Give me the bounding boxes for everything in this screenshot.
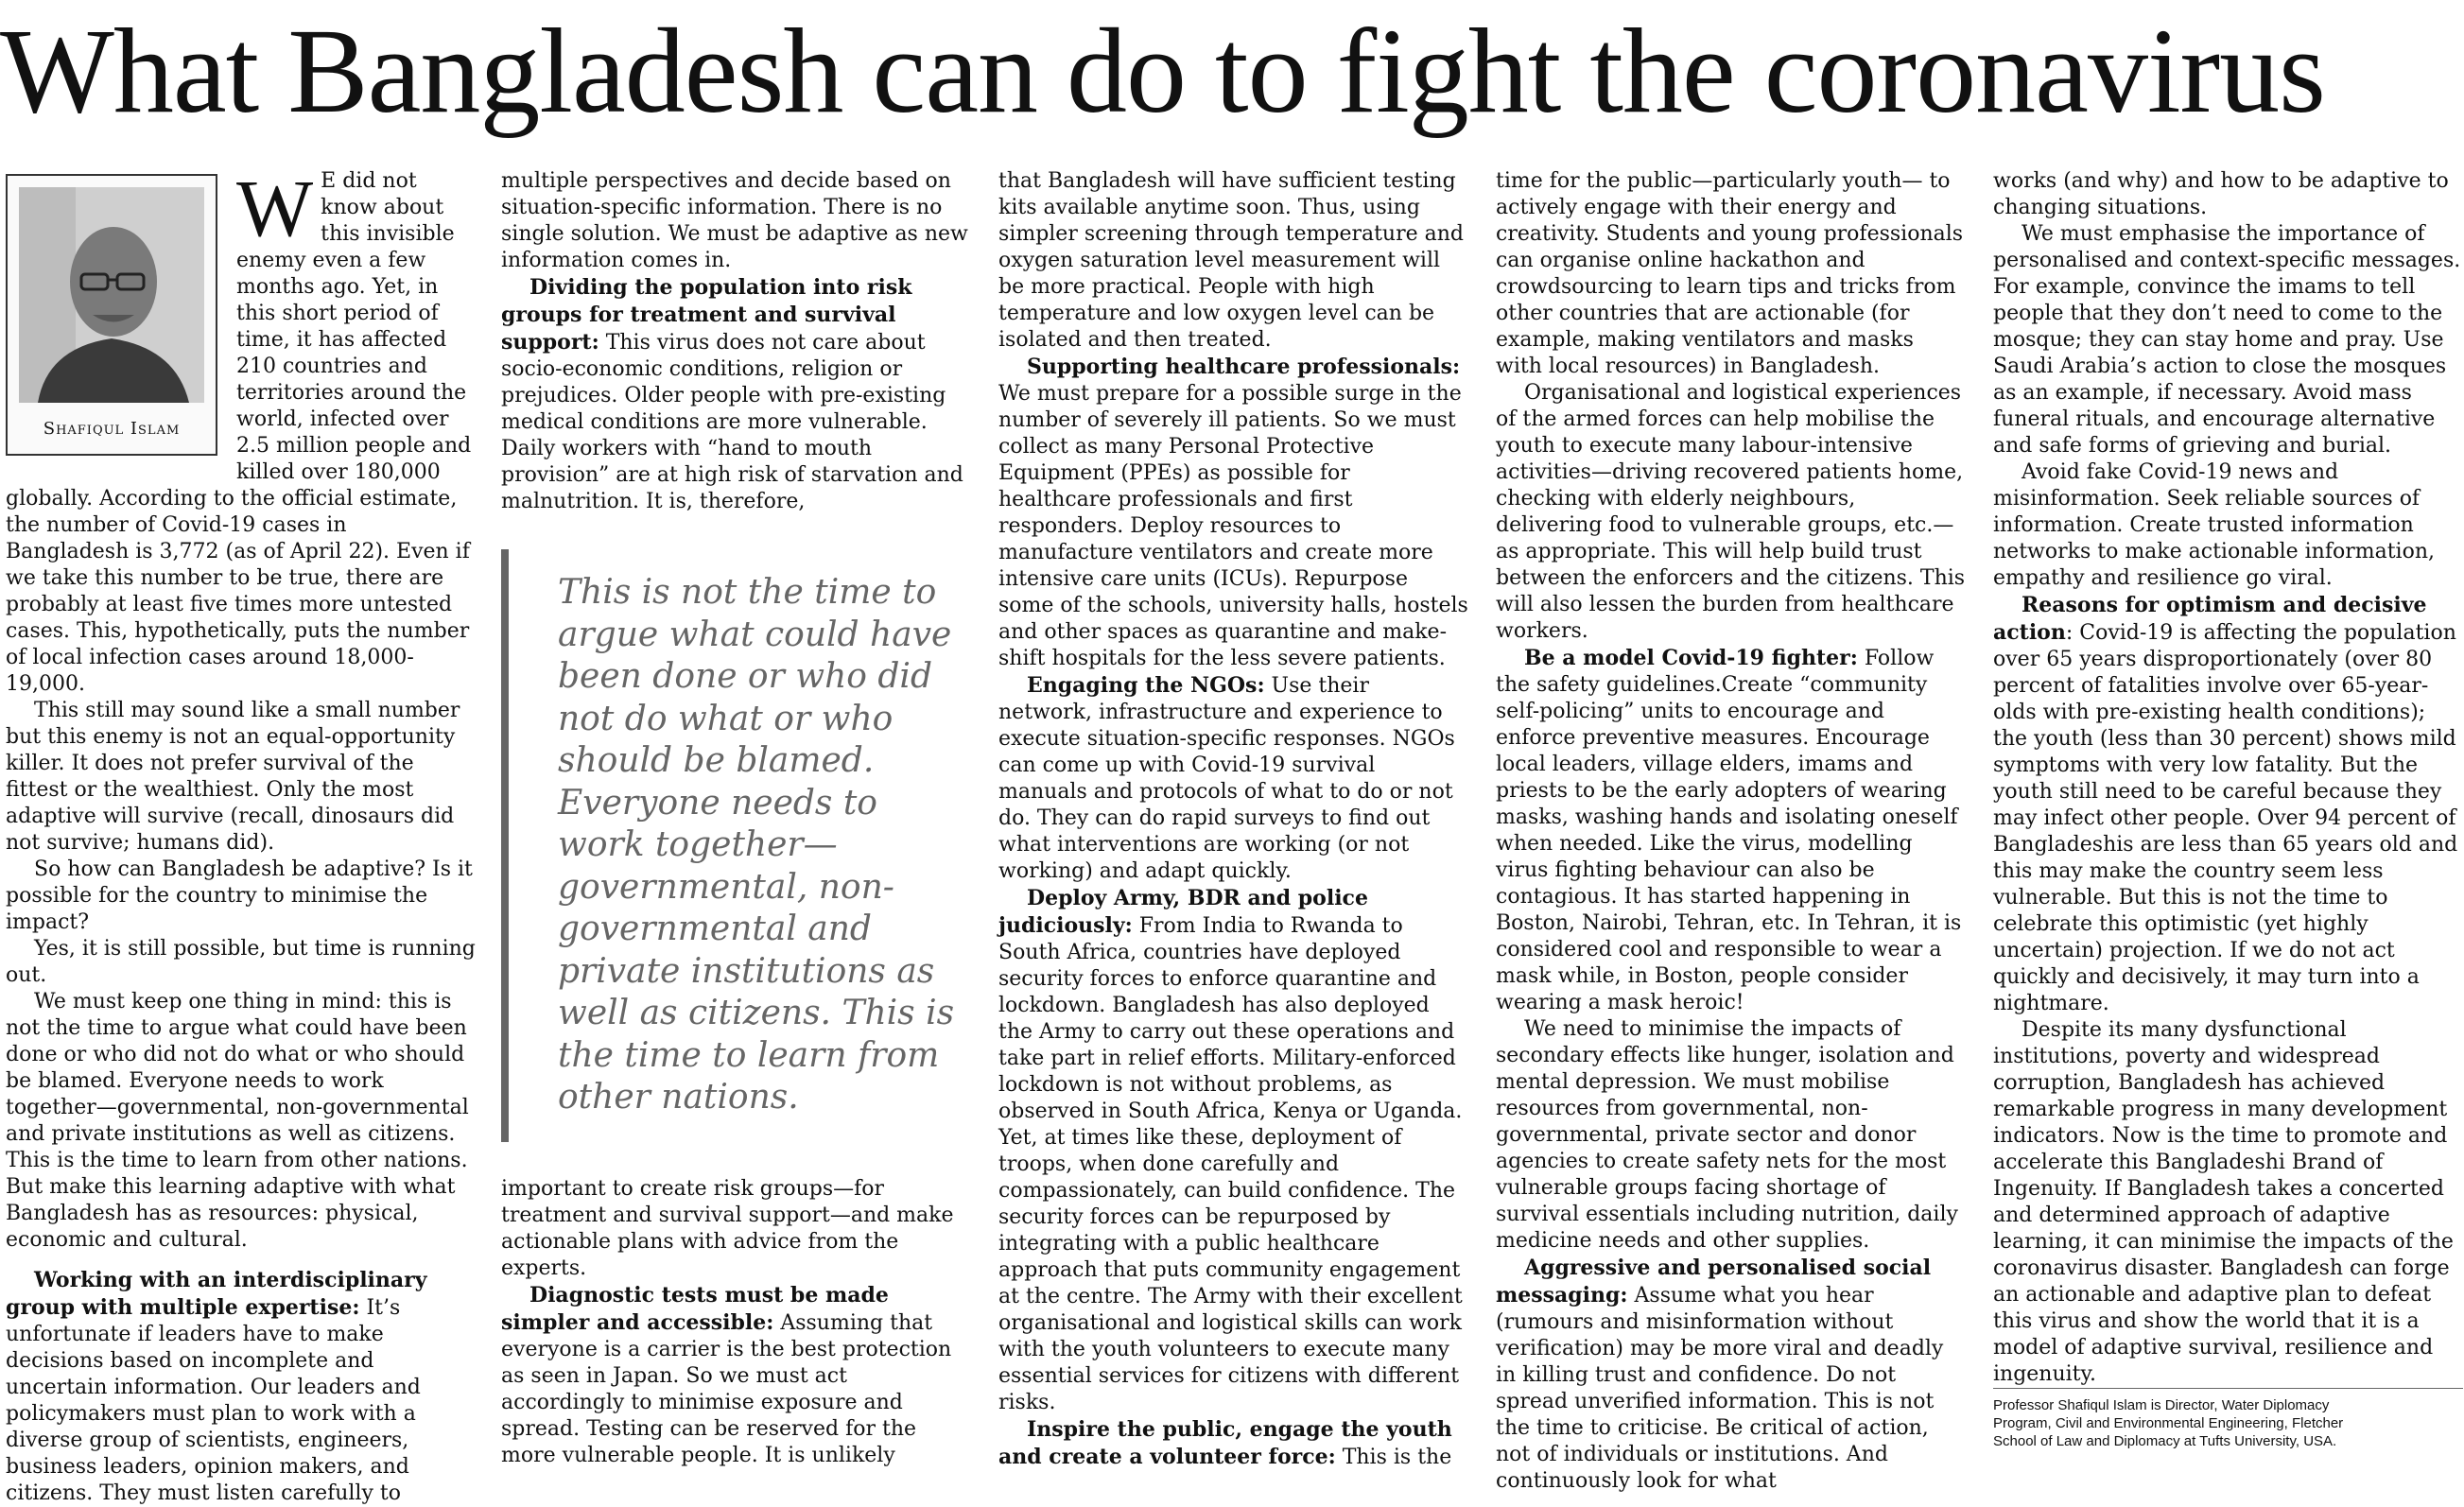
section-heading: Diagnostic tests must be made simpler and accessible: <box>501 1282 889 1335</box>
author-bio-line: Professor Shafiqul Islam is Director, Water Diplomacy <box>1993 1397 2330 1413</box>
article-column-5 <box>1993 168 2463 1449</box>
article-paragraph: So how can Bangladesh be adaptive? Is it possible for the country to minimise the impact? <box>6 857 473 934</box>
article-column-1 <box>6 163 476 1505</box>
pull-quote <box>501 549 971 1142</box>
article-paragraph: We must emphasise the importance of personalised and context-specific messages. For example, convince the imams to tell people that they don’t need to come to the mosque; they can stay home and pray. Use Saudi Arabia’s action to close the mosques as an example, if necessary. Avoid mass funeral rituals, and encourage alternative and safe forms of grieving and burial. <box>1993 222 2461 458</box>
article-paragraph: that Bangladesh will have sufficient testing kits available anytime soon. Thus, using simpler screening through temperature and oxygen saturation level measurement will be more practical. People with high temperature and low oxygen level can be isolated and then treated. <box>998 169 1465 352</box>
article-paragraph: This still may sound like a small number but this enemy is not an equal-opportunity killer. It does not prefer survival of the fittest or the wealthiest. Only the most adaptive will survive (recall, dinosaurs did not survive; humans did). <box>6 699 460 855</box>
section-heading: Dividing the population into risk groups for treatment and survival support: <box>501 275 912 355</box>
author-photo-box <box>6 174 217 456</box>
article-paragraph: We need to minimise the impacts of secondary effects like hunger, isolation and mental depression. We must mobilise resources from governmental, non-governmental, private sector and donor agencies to create safety nets for the most vulnerable groups facing shortage of survival essentials including nutrition, daily medicine needs and other supplies. <box>1496 1017 1958 1253</box>
drop-cap: W <box>236 163 314 253</box>
author-bio-line: School of Law and Diplomacy at Tufts University, USA. <box>1993 1433 2337 1449</box>
article-paragraph: works (and why) and how to be adaptive to changing situations. <box>1993 169 2449 219</box>
article-paragraph: Organisational and logistical experiences of the armed forces can help mobilise the youth to execute many labour-intensive activities—driving recovered patients home, checking with elderly neighbours, delivering food to vulnerable groups, etc.— as appropriate. This will help build trust between the enforcers and the citizens. This will also lessen the burden from healthcare workers. <box>1496 381 1966 643</box>
author-photo <box>19 187 204 403</box>
section-heading: Be a model Covid-19 fighter: <box>1524 646 1858 670</box>
article-paragraph: We must keep one thing in mind: this is not the time to argue what could have been done or who did not do what or who should be blamed. Everyone needs to work together—governmental, non-governmental and private institutions as well as citizens. This is the time to learn from other nations. But make this learning adaptive with what Bangladesh has as resources: physical, economic and cultural. <box>6 990 469 1252</box>
article-paragraph: Working with an interdisciplinary group with multiple expertise: It’s unfortunate if leaders have to make decisions based on incomplete and uncertain information. Our leaders and policymakers must plan to work with a diverse group of scientists, engineers, business leaders, opinion makers, and citizens. They must listen carefully to <box>6 1268 427 1505</box>
article-paragraph: Avoid fake Covid-19 news and misinformation. Seek reliable sources of information. Create trusted information networks to make actionable information, empathy and resilience go viral. <box>1993 460 2435 590</box>
headline: What Bangladesh can do to fight the coronavirus <box>0 4 2325 138</box>
article-paragraph: Diagnostic tests must be made simpler and accessible: Assuming that everyone is a carrier is the best protection as seen in Japan. So we must act accordingly to minimise exposure and spread. Testing can be reserved for the more vulnerable people. It is unlikely <box>501 1282 952 1467</box>
article-paragraph: Deploy Army, BDR and police judiciously: From India to Rwanda to South Africa, countries have deployed security forces to enforce quarantine and lockdown. Bangladesh has also deployed the Army to carry out these operations and take part in relief efforts. Military-enforced lockdown is not without problems, as observed in South Africa, Kenya or Uganda. Yet, at times like these, deployment of troops, when done carefully and compassionately, can build confidence. The security forces can be repurposed by integrating with a public healthcare approach that puts community engagement at the centre. The Army with their excellent organisational and logistical skills can work with the youth volunteers to execute many essential services for citizens with different risks. <box>998 886 1463 1414</box>
article-paragraph: Despite its many dysfunctional institutions, poverty and widespread corruption, Bangladesh has achieved remarkable progress in many development indicators. Now is the time to promote and accelerate this Bangladeshi Brand of Ingenuity. If Bangladesh takes a concerted and determined approach of adaptive learning, it can minimise the impacts of the coronavirus disaster. Bangladesh can forge an actionable and adaptive plan to defeat this virus and show the world that it is a model of adaptive survival, resilience and ingenuity. <box>1993 1018 2454 1386</box>
section-heading: Working with an interdisciplinary group with multiple expertise: <box>6 1268 427 1320</box>
article-paragraph: Dividing the population into risk groups for treatment and survival support: This virus does not care about socio-economic conditions, religion or prejudices. Older people with pre-existing medical conditions are more vulnerable. Daily workers with “hand to mouth provision” are at high risk of starvation and malnutrition. It is, therefore, <box>501 275 963 513</box>
author-bio <box>1993 1388 2463 1450</box>
article-column-4 <box>1496 168 1966 1493</box>
article-paragraph: multiple perspectives and decide based on situation-specific information. There is no single solution. We must be adaptive as new information comes in. <box>501 169 968 272</box>
author-name: Shafiqul Islam <box>43 419 181 439</box>
section-heading: Deploy Army, BDR and police judiciously: <box>998 886 1368 938</box>
pull-quote-text: This is not the time to argue what could have been done or who did not do what or who should be blamed. Everyone needs to work together— governmental, non-governmental and private institutions as well as citizens. This is the time to learn from other nations. <box>558 573 955 1117</box>
article-paragraph: important to create risk groups—for treatment and survival support—and make actionable plans with advice from the experts. <box>501 1176 954 1280</box>
section-heading: Inspire the public, engage the youth and create a volunteer force: <box>998 1417 1452 1469</box>
article-paragraph: W E did not know about this invisible enemy even a few months ago. Yet, in this short period of time, it has affected 210 countries and territories around the world, infected over 2.5 million people and killed over 180,000 globally. According to the official estimate, the number of Covid-19 cases in Bangladesh is 3,772 (as of April 22). Even if we take this number to be true, there are probably at least five times more untested cases. This, hypothetically, puts the number of local infection cases around 18,000-19,000. <box>6 163 472 696</box>
article-paragraph: Reasons for optimism and decisive action: Covid-19 is affecting the population over 65 years disproportionately (over 80 percent of fatalities involve over 65-year-olds with pre-existing health conditions); the youth (less than 30 percent) shows mild symptoms with very low fatality. But the youth still need to be careful because they may infect other people. Over 94 percent of Bangladeshis are less than 65 years old and this may make the country seem less vulnerable. But this is not the time to celebrate this optimistic (yet highly uncertain) projection. If we do not act quickly and decisively, it may turn into a nightmare. <box>1993 593 2458 1015</box>
author-bio-line: Program, Civil and Environmental Engineering, Fletcher <box>1993 1415 2344 1431</box>
section-heading: Supporting healthcare professionals: <box>1027 355 1461 379</box>
section-heading: Reasons for optimism and decisive action <box>1993 593 2427 645</box>
section-heading: Engaging the NGOs: <box>1027 673 1265 698</box>
article-column-3 <box>998 168 1468 1469</box>
article-paragraph: Inspire the public, engage the youth and create a volunteer force: This is the <box>998 1417 1452 1469</box>
pull-quote-bar <box>501 549 509 1142</box>
article-paragraph: Engaging the NGOs: Use their network, infrastructure and experience to execute situation-specific responses. NGOs can come up with Covid-19 survival manuals and protocols of what to do or not do. They can do rapid surveys to find out what interventions are working (or not working) and adapt quickly. <box>998 673 1455 883</box>
author-portrait-image <box>19 187 204 403</box>
article-paragraph: Supporting healthcare professionals: We must prepare for a possible surge in the number of severely ill patients. So we must collect as many Personal Protective Equipment (PPEs) as possible for healthcare professionals and first responders. Deploy resources to manufacture ventilators and create more intensive care units (ICUs). Repurpose some of the schools, university halls, hostels and other spaces as quarantine and make-shift hospitals for the less severe patients. <box>998 355 1468 670</box>
article-paragraph: Be a model Covid-19 fighter: Follow the safety guidelines.Create “community self-policing” units to encourage and enforce preventive measures. Encourage local leaders, village elders, imams and priests to be the early adopters of wearing masks, washing hands and isolating oneself when needed. Like the virus, modelling virus fighting behaviour can also be contagious. It has started happening in Boston, Nairobi, Tehran, etc. In Tehran, it is considered cool and responsible to wear a mask while, in Boston, people consider wearing a mask heroic! <box>1496 646 1962 1014</box>
article-paragraph: time for the public—particularly youth— to actively engage with their energy and creativity. Students and young professionals can organise online hackathon and crowdsourcing to learn tips and tricks from other countries that are actionable (for example, making ventilators and masks with local resources) in Bangladesh. <box>1496 169 1964 378</box>
section-heading: Aggressive and personalised social messaging: <box>1496 1256 1932 1308</box>
article-paragraph: Aggressive and personalised social messaging: Assume what you hear (rumours and misinformation without verification) may be more viral and deadly in killing trust and confidence. Do not spread unverified information. This is not the time to criticise. Be critical of action, not of individuals or institutions. And continuously look for what <box>1496 1256 1944 1493</box>
article-paragraph: Yes, it is still possible, but time is running out. <box>6 937 476 987</box>
article-column-2 <box>501 168 971 1467</box>
